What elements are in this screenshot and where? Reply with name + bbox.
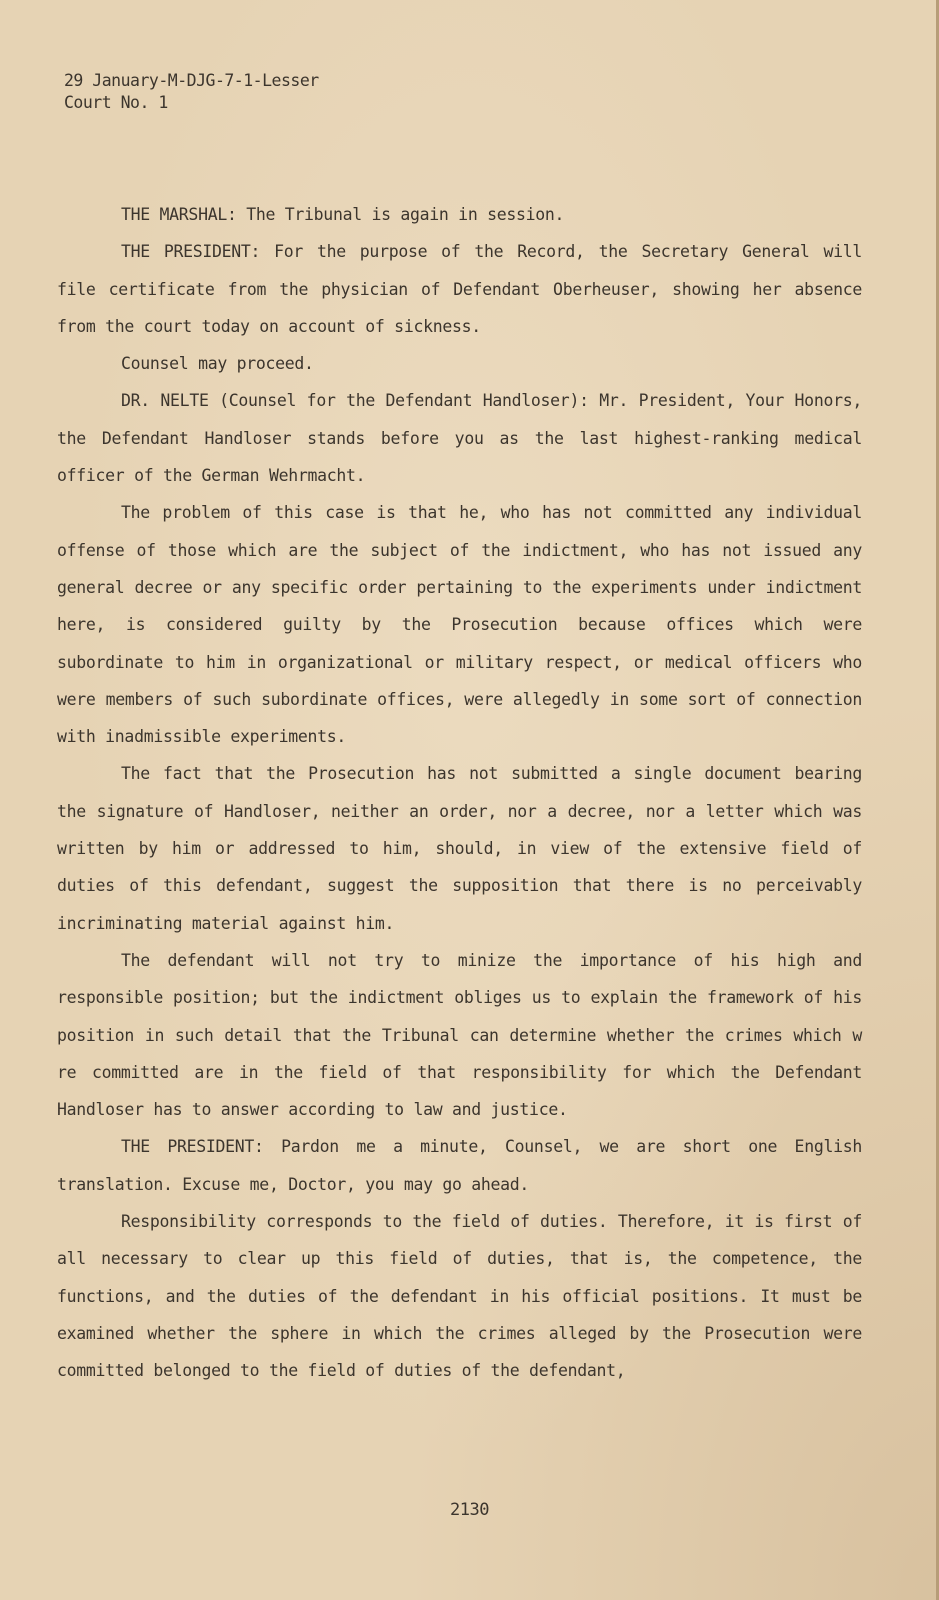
header-court: Court No. 1 bbox=[64, 93, 168, 112]
paragraph: The problem of this case is that he, who has not committed any individual offense of those which are the subject of the indictment, who has not issued any general decree or any specific order pertaining to the experiments under indictment here, is considered guilty by the Prosecution because offices which were subordinate to him in organizational or military respect, or medical officers who were members of such subordinate offices, were allegedly in some sort of connection with inadmissible experiments. bbox=[57, 503, 862, 747]
header-reference: 29 January-M-DJG-7-1-Lesser bbox=[64, 71, 319, 90]
paragraph: The defendant will not try to minize the importance of his high and responsible position; but the indictment obliges us to explain the framework of his position in such detail that the Tribunal can determine whether the crimes which w re committed are in the field of that responsibility for which the Defendant Handloser has to answer according to law and justice. bbox=[57, 950, 862, 1120]
paragraph: THE PRESIDENT: For the purpose of the Record, the Secretary General will file certificate from the physician of Defendant Oberheuser, showing her absence from the court today on account of sickness. bbox=[57, 242, 862, 336]
paragraph: Counsel may proceed. bbox=[121, 354, 314, 374]
paragraph: THE MARSHAL: The Tribunal is again in session. bbox=[121, 205, 565, 224]
page-number: 2130 bbox=[450, 1500, 489, 1520]
paragraph: The fact that the Prosecution has not submitted a single document bearing the signature of Handloser, neither an order, nor a decree, nor a letter which was written by him or addressed to him, should, in view of the extensive field of duties of this defendant, suggest the supposition that there is no perceivably incriminating material against him. bbox=[57, 764, 862, 933]
paragraph: DR. NELTE (Counsel for the Defendant Handloser): Mr. President, Your Honors, the Defendant Handloser stands before you as the last highest-ranking medical officer of the German Wehrmacht. bbox=[57, 391, 862, 486]
transcript-body bbox=[57, 196, 862, 1390]
paragraph: THE PRESIDENT: Pardon me a minute, Counsel, we are short one English translation. Excuse me, Doctor, you may go ahead. bbox=[57, 1137, 862, 1194]
paragraph: Responsibility corresponds to the field of duties. Therefore, it is first of all necessary to clear up this field of duties, that is, the competence, the functions, and the duties of the defendant in his official positions. It must be examined whether the sphere in which the crimes alleged by the Prosecution were committed belonged to the field of duties of the defendant, bbox=[57, 1212, 862, 1381]
document-header bbox=[64, 70, 319, 114]
